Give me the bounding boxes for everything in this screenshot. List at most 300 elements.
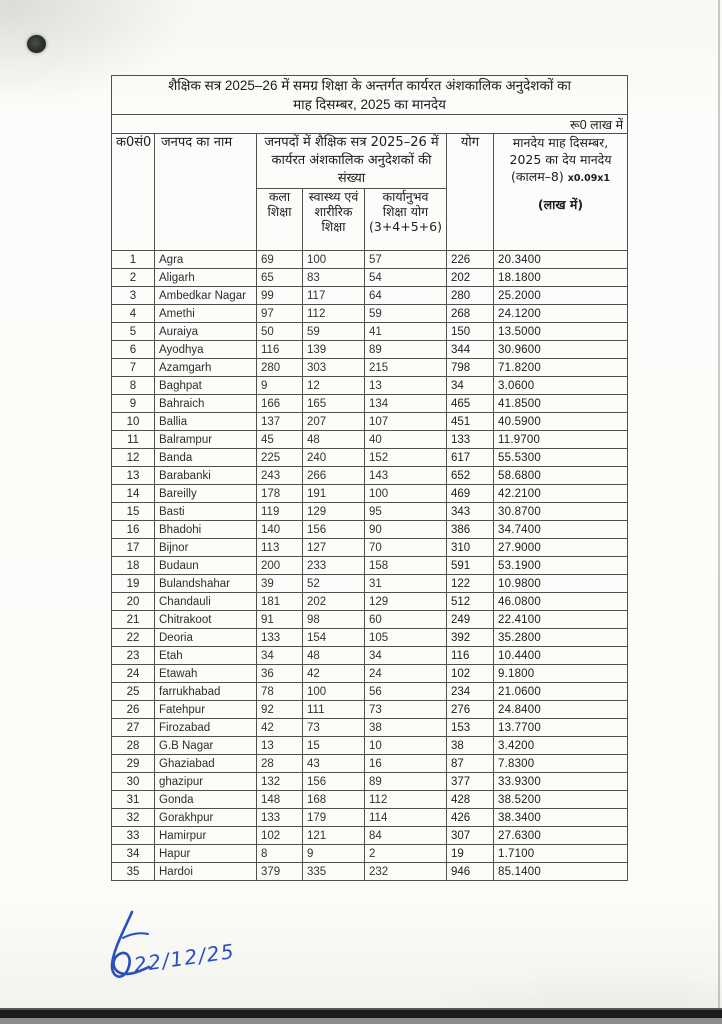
- total-cell: 34: [447, 377, 494, 395]
- health-count-cell: 121: [303, 827, 365, 845]
- amount-cell: 71.8200: [494, 359, 628, 377]
- total-cell: 19: [447, 845, 494, 863]
- total-cell: 512: [447, 593, 494, 611]
- workexp-count-cell: 60: [365, 611, 447, 629]
- serial-cell: 4: [112, 305, 155, 323]
- amount-cell: 10.9800: [494, 575, 628, 593]
- total-cell: 451: [447, 413, 494, 431]
- district-cell: Banda: [155, 449, 257, 467]
- workexp-count-cell: 70: [365, 539, 447, 557]
- table-row: [112, 827, 628, 845]
- total-cell: 426: [447, 809, 494, 827]
- art-count-cell: 34: [257, 647, 303, 665]
- workexp-count-cell: 64: [365, 287, 447, 305]
- serial-cell: 27: [112, 719, 155, 737]
- art-count-cell: 148: [257, 791, 303, 809]
- art-count-cell: 140: [257, 521, 303, 539]
- serial-cell: 10: [112, 413, 155, 431]
- workexp-count-cell: 57: [365, 251, 447, 269]
- health-count-cell: 168: [303, 791, 365, 809]
- amount-cell: 40.5900: [494, 413, 628, 431]
- amount-cell: 58.6800: [494, 467, 628, 485]
- serial-cell: 25: [112, 683, 155, 701]
- district-cell: G.B Nagar: [155, 737, 257, 755]
- amount-cell: 30.9600: [494, 341, 628, 359]
- serial-cell: 19: [112, 575, 155, 593]
- amount-cell: 34.7400: [494, 521, 628, 539]
- serial-cell: 34: [112, 845, 155, 863]
- workexp-count-cell: 2: [365, 845, 447, 863]
- header-serial: क0सं0: [112, 134, 155, 251]
- district-cell: Deoria: [155, 629, 257, 647]
- art-count-cell: 102: [257, 827, 303, 845]
- total-cell: 276: [447, 701, 494, 719]
- workexp-count-cell: 38: [365, 719, 447, 737]
- serial-cell: 32: [112, 809, 155, 827]
- total-cell: 428: [447, 791, 494, 809]
- amount-cell: 33.9300: [494, 773, 628, 791]
- health-count-cell: 191: [303, 485, 365, 503]
- serial-cell: 9: [112, 395, 155, 413]
- table-row: [112, 341, 628, 359]
- header-honorarium-formula: x0.09x1: [567, 173, 611, 184]
- workexp-count-cell: 107: [365, 413, 447, 431]
- amount-cell: 27.6300: [494, 827, 628, 845]
- district-cell: Gorakhpur: [155, 809, 257, 827]
- serial-cell: 13: [112, 467, 155, 485]
- header-work-experience-education: कार्यानुभव शिक्षा योग (3+4+5+6): [365, 189, 447, 251]
- amount-cell: 38.5200: [494, 791, 628, 809]
- health-count-cell: 100: [303, 251, 365, 269]
- serial-cell: 33: [112, 827, 155, 845]
- total-cell: 226: [447, 251, 494, 269]
- district-cell: ghazipur: [155, 773, 257, 791]
- workexp-count-cell: 215: [365, 359, 447, 377]
- document-title: [112, 76, 628, 115]
- table-body: [112, 251, 628, 881]
- document-title-line2: माह दिसम्बर, 2025 का मानदेय: [293, 97, 446, 112]
- header-honorarium-main: मानदेय माह दिसम्बर, 2025 का देय मानदेय: [509, 135, 612, 167]
- total-cell: 234: [447, 683, 494, 701]
- health-count-cell: 240: [303, 449, 365, 467]
- total-cell: 38: [447, 737, 494, 755]
- total-cell: 202: [447, 269, 494, 287]
- health-count-cell: 42: [303, 665, 365, 683]
- total-cell: 116: [447, 647, 494, 665]
- honorarium-table: [111, 75, 628, 881]
- art-count-cell: 132: [257, 773, 303, 791]
- table-row: [112, 431, 628, 449]
- art-count-cell: 92: [257, 701, 303, 719]
- total-cell: 249: [447, 611, 494, 629]
- total-cell: 153: [447, 719, 494, 737]
- art-count-cell: 45: [257, 431, 303, 449]
- serial-cell: 2: [112, 269, 155, 287]
- workexp-count-cell: 95: [365, 503, 447, 521]
- serial-cell: 21: [112, 611, 155, 629]
- header-art-education: कला शिक्षा: [257, 189, 303, 251]
- art-count-cell: 50: [257, 323, 303, 341]
- health-count-cell: 127: [303, 539, 365, 557]
- serial-cell: 26: [112, 701, 155, 719]
- health-count-cell: 48: [303, 647, 365, 665]
- total-cell: 392: [447, 629, 494, 647]
- table-row: [112, 467, 628, 485]
- unit-note: रू0 लाख में: [112, 115, 628, 134]
- table-row: [112, 647, 628, 665]
- amount-cell: 85.1400: [494, 863, 628, 881]
- serial-cell: 14: [112, 485, 155, 503]
- serial-cell: 22: [112, 629, 155, 647]
- scan-edge-right: [718, 0, 720, 1024]
- workexp-count-cell: 10: [365, 737, 447, 755]
- unit-note-row: [112, 115, 628, 134]
- table-row: [112, 629, 628, 647]
- total-cell: 798: [447, 359, 494, 377]
- workexp-count-cell: 41: [365, 323, 447, 341]
- art-count-cell: 9: [257, 377, 303, 395]
- serial-cell: 8: [112, 377, 155, 395]
- art-count-cell: 137: [257, 413, 303, 431]
- table-row: [112, 359, 628, 377]
- serial-cell: 3: [112, 287, 155, 305]
- art-count-cell: 36: [257, 665, 303, 683]
- district-cell: Budaun: [155, 557, 257, 575]
- district-cell: Baghpat: [155, 377, 257, 395]
- workexp-count-cell: 16: [365, 755, 447, 773]
- art-count-cell: 8: [257, 845, 303, 863]
- serial-cell: 1: [112, 251, 155, 269]
- health-count-cell: 156: [303, 521, 365, 539]
- serial-cell: 15: [112, 503, 155, 521]
- district-cell: Bulandshahar: [155, 575, 257, 593]
- table-row: [112, 521, 628, 539]
- table-row: [112, 719, 628, 737]
- district-cell: Chandauli: [155, 593, 257, 611]
- health-count-cell: 129: [303, 503, 365, 521]
- total-cell: 344: [447, 341, 494, 359]
- table-row: [112, 845, 628, 863]
- serial-cell: 7: [112, 359, 155, 377]
- amount-cell: 46.0800: [494, 593, 628, 611]
- district-cell: Aligarh: [155, 269, 257, 287]
- table-row: [112, 305, 628, 323]
- signature-date: 22/12/25: [132, 939, 237, 977]
- art-count-cell: 119: [257, 503, 303, 521]
- table-row: [112, 503, 628, 521]
- workexp-count-cell: 13: [365, 377, 447, 395]
- table-row: [112, 863, 628, 881]
- total-cell: 946: [447, 863, 494, 881]
- art-count-cell: 280: [257, 359, 303, 377]
- table-row: [112, 791, 628, 809]
- art-count-cell: 181: [257, 593, 303, 611]
- health-count-cell: 179: [303, 809, 365, 827]
- table-row: [112, 701, 628, 719]
- art-count-cell: 91: [257, 611, 303, 629]
- amount-cell: 35.2800: [494, 629, 628, 647]
- district-cell: Barabanki: [155, 467, 257, 485]
- total-cell: 268: [447, 305, 494, 323]
- district-cell: Chitrakoot: [155, 611, 257, 629]
- workexp-count-cell: 90: [365, 521, 447, 539]
- district-cell: Ayodhya: [155, 341, 257, 359]
- table-row: [112, 611, 628, 629]
- workexp-count-cell: 152: [365, 449, 447, 467]
- amount-cell: 22.4100: [494, 611, 628, 629]
- amount-cell: 20.3400: [494, 251, 628, 269]
- workexp-count-cell: 54: [365, 269, 447, 287]
- amount-cell: 3.0600: [494, 377, 628, 395]
- health-count-cell: 83: [303, 269, 365, 287]
- total-cell: 280: [447, 287, 494, 305]
- serial-cell: 20: [112, 593, 155, 611]
- amount-cell: 3.4200: [494, 737, 628, 755]
- scan-edge-bottom-shadow: [0, 1018, 722, 1024]
- art-count-cell: 39: [257, 575, 303, 593]
- workexp-count-cell: 129: [365, 593, 447, 611]
- table-row: [112, 413, 628, 431]
- total-cell: 465: [447, 395, 494, 413]
- signature-flourish-tail: [123, 933, 148, 938]
- health-count-cell: 139: [303, 341, 365, 359]
- serial-cell: 11: [112, 431, 155, 449]
- hole-punch-mark: [27, 35, 46, 53]
- workexp-count-cell: 59: [365, 305, 447, 323]
- table-row: [112, 485, 628, 503]
- health-count-cell: 52: [303, 575, 365, 593]
- district-cell: Balrampur: [155, 431, 257, 449]
- workexp-count-cell: 105: [365, 629, 447, 647]
- serial-cell: 6: [112, 341, 155, 359]
- amount-cell: 55.5300: [494, 449, 628, 467]
- workexp-count-cell: 89: [365, 341, 447, 359]
- total-cell: 591: [447, 557, 494, 575]
- header-instructor-count-group: जनपदों में शैक्षिक सत्र 2025–26 में कार्यरत अंशकालिक अनुदेशकों की संख्या: [257, 134, 447, 189]
- table-row: [112, 737, 628, 755]
- table-row: [112, 287, 628, 305]
- district-cell: Hamirpur: [155, 827, 257, 845]
- workexp-count-cell: 34: [365, 647, 447, 665]
- serial-cell: 28: [112, 737, 155, 755]
- district-cell: Agra: [155, 251, 257, 269]
- total-cell: 617: [447, 449, 494, 467]
- district-cell: Ambedkar Nagar: [155, 287, 257, 305]
- amount-cell: 13.7700: [494, 719, 628, 737]
- signature: [92, 908, 272, 1000]
- amount-cell: 30.8700: [494, 503, 628, 521]
- health-count-cell: 48: [303, 431, 365, 449]
- health-count-cell: 165: [303, 395, 365, 413]
- table-row: [112, 449, 628, 467]
- amount-cell: 1.7100: [494, 845, 628, 863]
- district-cell: Fatehpur: [155, 701, 257, 719]
- table-row: [112, 323, 628, 341]
- amount-cell: 24.8400: [494, 701, 628, 719]
- workexp-count-cell: 84: [365, 827, 447, 845]
- title-row: [112, 76, 628, 115]
- header-health-physical-education: स्वास्थ्य एवं शारीरिक शिक्षा: [303, 189, 365, 251]
- health-count-cell: 9: [303, 845, 365, 863]
- workexp-count-cell: 100: [365, 485, 447, 503]
- table-row: [112, 755, 628, 773]
- art-count-cell: 99: [257, 287, 303, 305]
- amount-cell: 27.9000: [494, 539, 628, 557]
- district-cell: Hardoi: [155, 863, 257, 881]
- table-row: [112, 557, 628, 575]
- amount-cell: 21.0600: [494, 683, 628, 701]
- workexp-count-cell: 89: [365, 773, 447, 791]
- total-cell: 377: [447, 773, 494, 791]
- serial-cell: 16: [112, 521, 155, 539]
- art-count-cell: 97: [257, 305, 303, 323]
- serial-cell: 35: [112, 863, 155, 881]
- health-count-cell: 202: [303, 593, 365, 611]
- table-row: [112, 683, 628, 701]
- district-cell: Gonda: [155, 791, 257, 809]
- total-cell: 307: [447, 827, 494, 845]
- table-row: [112, 377, 628, 395]
- health-count-cell: 43: [303, 755, 365, 773]
- header-row-main: [112, 134, 628, 189]
- district-cell: Auraiya: [155, 323, 257, 341]
- health-count-cell: 207: [303, 413, 365, 431]
- health-count-cell: 117: [303, 287, 365, 305]
- workexp-count-cell: 73: [365, 701, 447, 719]
- document-title-line1: शैक्षिक सत्र 2025–26 में समग्र शिक्षा के अन्तर्गत कार्यरत अंशकालिक अनुदेशकों का: [168, 78, 571, 93]
- header-honorarium: [494, 134, 628, 251]
- art-count-cell: 28: [257, 755, 303, 773]
- health-count-cell: 98: [303, 611, 365, 629]
- workexp-count-cell: 40: [365, 431, 447, 449]
- health-count-cell: 100: [303, 683, 365, 701]
- district-cell: farrukhabad: [155, 683, 257, 701]
- table-row: [112, 809, 628, 827]
- amount-cell: 38.3400: [494, 809, 628, 827]
- health-count-cell: 303: [303, 359, 365, 377]
- amount-cell: 25.2000: [494, 287, 628, 305]
- workexp-count-cell: 114: [365, 809, 447, 827]
- serial-cell: 5: [112, 323, 155, 341]
- workexp-count-cell: 112: [365, 791, 447, 809]
- art-count-cell: 69: [257, 251, 303, 269]
- health-count-cell: 111: [303, 701, 365, 719]
- workexp-count-cell: 134: [365, 395, 447, 413]
- table-row: [112, 575, 628, 593]
- art-count-cell: 166: [257, 395, 303, 413]
- workexp-count-cell: 56: [365, 683, 447, 701]
- art-count-cell: 133: [257, 809, 303, 827]
- district-cell: Basti: [155, 503, 257, 521]
- art-count-cell: 78: [257, 683, 303, 701]
- serial-cell: 23: [112, 647, 155, 665]
- district-cell: Azamgarh: [155, 359, 257, 377]
- health-count-cell: 12: [303, 377, 365, 395]
- art-count-cell: 200: [257, 557, 303, 575]
- amount-cell: 7.8300: [494, 755, 628, 773]
- table-row: [112, 593, 628, 611]
- art-count-cell: 243: [257, 467, 303, 485]
- workexp-count-cell: 31: [365, 575, 447, 593]
- art-count-cell: 65: [257, 269, 303, 287]
- health-count-cell: 233: [303, 557, 365, 575]
- total-cell: 122: [447, 575, 494, 593]
- table-row: [112, 395, 628, 413]
- header-honorarium-unit: (लाख में): [537, 197, 584, 212]
- health-count-cell: 73: [303, 719, 365, 737]
- serial-cell: 18: [112, 557, 155, 575]
- table-row: [112, 773, 628, 791]
- table-row: [112, 251, 628, 269]
- art-count-cell: 13: [257, 737, 303, 755]
- amount-cell: 53.1900: [494, 557, 628, 575]
- health-count-cell: 15: [303, 737, 365, 755]
- health-count-cell: 266: [303, 467, 365, 485]
- total-cell: 150: [447, 323, 494, 341]
- district-cell: Bareilly: [155, 485, 257, 503]
- art-count-cell: 379: [257, 863, 303, 881]
- total-cell: 133: [447, 431, 494, 449]
- district-cell: Etah: [155, 647, 257, 665]
- health-count-cell: 59: [303, 323, 365, 341]
- workexp-count-cell: 232: [365, 863, 447, 881]
- serial-cell: 29: [112, 755, 155, 773]
- workexp-count-cell: 24: [365, 665, 447, 683]
- amount-cell: 9.1800: [494, 665, 628, 683]
- total-cell: 102: [447, 665, 494, 683]
- serial-cell: 30: [112, 773, 155, 791]
- amount-cell: 11.9700: [494, 431, 628, 449]
- total-cell: 343: [447, 503, 494, 521]
- district-cell: Bahraich: [155, 395, 257, 413]
- amount-cell: 41.8500: [494, 395, 628, 413]
- health-count-cell: 154: [303, 629, 365, 647]
- serial-cell: 24: [112, 665, 155, 683]
- total-cell: 386: [447, 521, 494, 539]
- health-count-cell: 112: [303, 305, 365, 323]
- district-cell: Bijnor: [155, 539, 257, 557]
- district-cell: Hapur: [155, 845, 257, 863]
- header-district: जनपद का नाम: [155, 134, 257, 251]
- table-row: [112, 269, 628, 287]
- art-count-cell: 42: [257, 719, 303, 737]
- workexp-count-cell: 143: [365, 467, 447, 485]
- amount-cell: 42.2100: [494, 485, 628, 503]
- serial-cell: 12: [112, 449, 155, 467]
- total-cell: 469: [447, 485, 494, 503]
- total-cell: 87: [447, 755, 494, 773]
- total-cell: 310: [447, 539, 494, 557]
- district-cell: Etawah: [155, 665, 257, 683]
- health-count-cell: 335: [303, 863, 365, 881]
- header-total: योग: [447, 134, 494, 251]
- serial-cell: 31: [112, 791, 155, 809]
- amount-cell: 10.4400: [494, 647, 628, 665]
- art-count-cell: 133: [257, 629, 303, 647]
- header-honorarium-column-ref: (कालम–8): [511, 169, 564, 184]
- art-count-cell: 116: [257, 341, 303, 359]
- district-cell: Ghaziabad: [155, 755, 257, 773]
- district-cell: Bhadohi: [155, 521, 257, 539]
- art-count-cell: 178: [257, 485, 303, 503]
- table-row: [112, 665, 628, 683]
- art-count-cell: 225: [257, 449, 303, 467]
- total-cell: 652: [447, 467, 494, 485]
- district-cell: Amethi: [155, 305, 257, 323]
- art-count-cell: 113: [257, 539, 303, 557]
- serial-cell: 17: [112, 539, 155, 557]
- amount-cell: 18.1800: [494, 269, 628, 287]
